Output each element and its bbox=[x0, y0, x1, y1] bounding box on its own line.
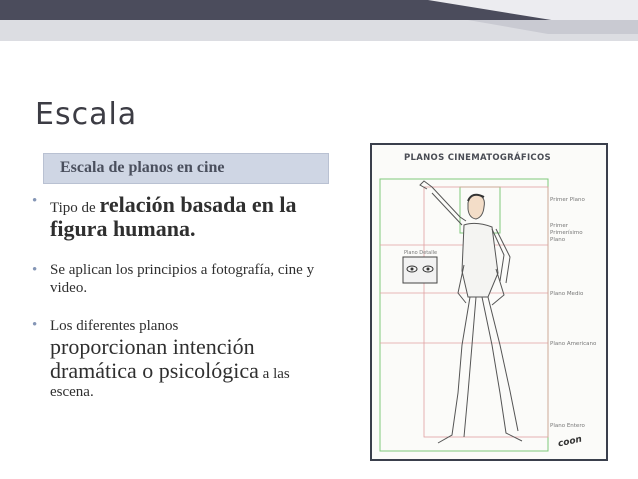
subtitle-text: Escala de planos en cine bbox=[60, 159, 225, 176]
bullet-item-1 bbox=[32, 193, 332, 241]
bullet-3-tail: a las escena. bbox=[50, 366, 290, 400]
bullet-item-3 bbox=[32, 317, 332, 401]
frame-vertical-guide bbox=[424, 187, 548, 437]
label-plano-entero: Plano Entero bbox=[550, 423, 585, 429]
bullet-dot: • bbox=[32, 317, 38, 333]
bullet-1-emphasis: relación basada en la figura humana. bbox=[50, 192, 297, 241]
figure-drawing bbox=[372, 145, 606, 459]
top-accent-band bbox=[0, 20, 638, 41]
subtitle-box bbox=[43, 153, 329, 184]
label-plano-detalle: Plano Detalle bbox=[404, 250, 438, 256]
bullet-3-emphasis: proporcionan intención dramática o psicológica bbox=[50, 334, 259, 383]
bullet-dot: • bbox=[32, 193, 38, 209]
bullet-1-lead: Tipo de bbox=[50, 200, 100, 216]
label-plano-americano: Plano Americano bbox=[550, 341, 597, 347]
artist-signature: coon bbox=[557, 434, 583, 450]
bullet-item-2 bbox=[32, 261, 332, 297]
accent-wedge bbox=[428, 0, 638, 34]
label-primer-plano: Primer Plano bbox=[550, 197, 585, 203]
figure-title: PLANOS CINEMATOGRÁFICOS bbox=[404, 153, 551, 163]
label-primer-primerisimo-plano: Primer Primerísimo Plano bbox=[550, 223, 583, 243]
slide-title: Escala bbox=[35, 97, 138, 132]
detail-inset bbox=[403, 257, 437, 283]
bullet-2-text: Se aplican los principios a fotografía, cine y video. bbox=[50, 262, 315, 296]
bullet-dot: • bbox=[32, 262, 38, 278]
bullet-list bbox=[32, 193, 332, 401]
label-plano-medio: Plano Medio bbox=[550, 291, 584, 297]
bullet-3-lead: Los diferentes planos bbox=[50, 318, 179, 334]
shot-scale-illustration bbox=[370, 143, 608, 461]
figure-man bbox=[420, 181, 522, 443]
